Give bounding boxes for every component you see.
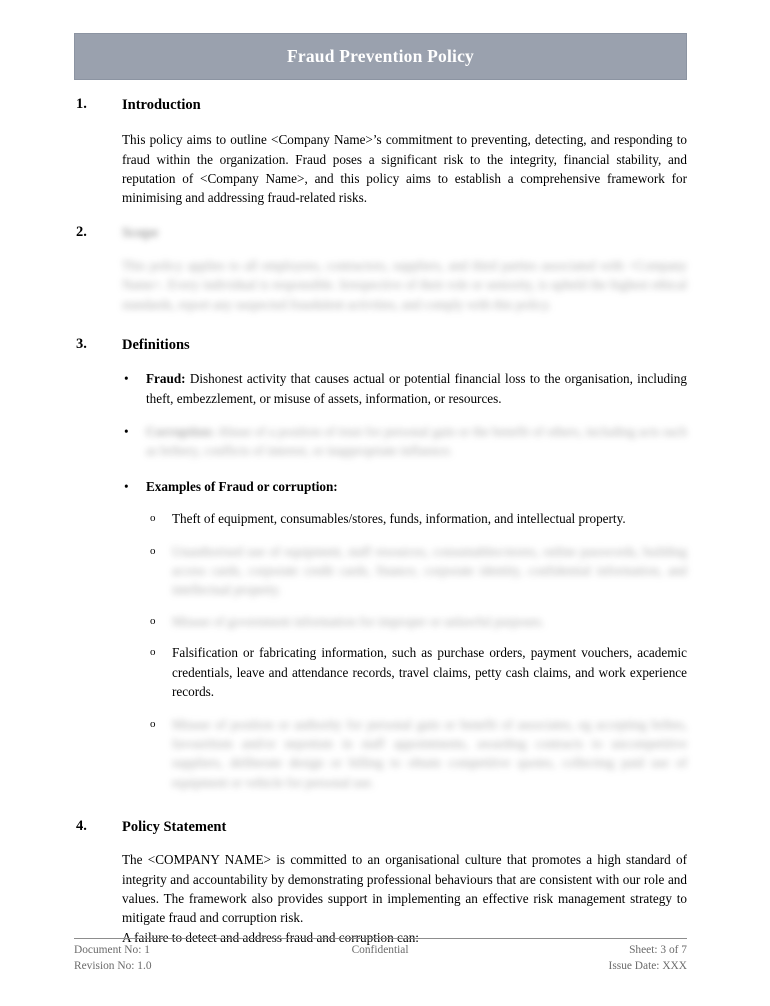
section-number: 4. [76,818,87,835]
section-number: 2. [76,223,87,240]
definition-term-redacted: Corruption: [146,424,215,440]
page-title: Fraud Prevention Policy [286,46,475,66]
bullet-icon: • [124,371,129,387]
bullet-icon: • [124,478,129,494]
list-item [150,542,687,600]
example-text: Falsification or fabricating information, such as purchase orders, payment vouchers, academic credentials, leave and attendance records, travel claims, petty cash claims, and work experience records. [172,645,687,700]
circle-bullet-icon: o [150,512,156,525]
list-item [150,643,687,701]
section-heading-row [0,224,770,242]
section-definitions [0,336,770,792]
section-title: Policy Statement [122,819,227,836]
section-policy-statement [0,818,770,947]
section-heading-row [0,96,770,114]
footer-left-column [74,943,152,974]
footer-right-column [609,943,687,974]
footer-issue-date: Issue Date: XXX [608,959,687,972]
page-footer [74,938,687,974]
section-heading-row [0,336,770,354]
list-item [124,369,687,408]
definition-term: Examples of Fraud or corruption: [146,478,338,494]
section-title: Introduction [122,97,201,113]
section-number: 3. [76,336,87,353]
list-item [150,612,687,631]
bullet-icon: • [124,424,129,440]
circle-bullet-icon: o [150,614,156,627]
section-scope [0,224,770,314]
section-title: Scope [122,224,159,241]
circle-bullet-icon: o [150,544,156,557]
section-title: Definitions [122,337,190,354]
example-text-redacted: Misuse of position or authority for personal gain or benefit of associates, eg accepting bribes, favouritism and/or nepotism in staff appointments, awarding contracts to uncompetitive suppliers, deliberate design or billing to obtain competitive quotes, collecting paid use of equipment or vehicle for personal use. [172,716,687,790]
section-introduction [0,96,770,208]
definition-term: Fraud: [146,371,186,387]
definition-text: Dishonest activity that causes actual or potential financial loss to the organisation, including theft, embezzlement, or misuse of assets, information, or resources. [146,371,687,406]
example-text-redacted: Unauthorised use of equipment, staff resources, consumables/stores, online passwords, building access cards, corporate credit cards, finance, corporate identity, confidential information, and intellectual property. [172,543,687,598]
circle-bullet-icon: o [150,646,156,659]
footer-center-column [152,943,609,959]
footer-sheet-number: Sheet: 3 of 7 [629,944,687,956]
document-title-banner [74,33,687,80]
list-item [124,422,687,461]
footer-confidentiality: Confidential [351,944,409,956]
section-paragraph: The <COMPANY NAME> is committed to an organisational culture that promotes a high standard of integrity and accountability by demonstrating professional behaviours that are consistent with our role and values. The framework also provides support in implementing an effective risk management strategy to mitigate fraud and corruption risk. [122,852,687,926]
section-heading-row [0,818,770,836]
circle-bullet-icon: o [150,717,156,730]
list-item [150,715,687,793]
list-item [150,509,687,528]
definition-text-redacted: Abuse of a position of trust for personal gain or the benefit of others, including acts such as bribery, conflicts of interest, or inappropriate influence. [146,424,687,459]
example-text-redacted: Misuse of government information for improper or unlawful purposes. [172,613,545,629]
document-body [0,96,770,947]
example-text: Theft of equipment, consumables/stores, funds, information, and intellectual property. [172,511,626,527]
list-item [124,477,687,496]
section-number: 1. [76,96,87,112]
footer-document-no: Document No: 1 [74,944,150,956]
section-paragraph-secondary: A failure to detect and address fraud and corruption can: [122,929,419,945]
footer-revision-no: Revision No: 1.0 [74,959,152,972]
section-paragraph: This policy aims to outline <Company Name>’s commitment to preventing, detecting, and responding to fraud within the organization. Fraud poses a significant risk to the integrity, financial stability, and reputation of <Company Name>, and this policy aims to establish a comprehensive framework for minimising and addressing fraud-related risks. [122,132,687,206]
section-paragraph-redacted: This policy applies to all employees, contractors, suppliers, and third parties associated with <Company Name>. Every individual is responsible. Irrespective of their role or seniority, is upheld the highest ethical standards, report any suspected fraudulent activities, and comply with this policy. [122,257,687,312]
